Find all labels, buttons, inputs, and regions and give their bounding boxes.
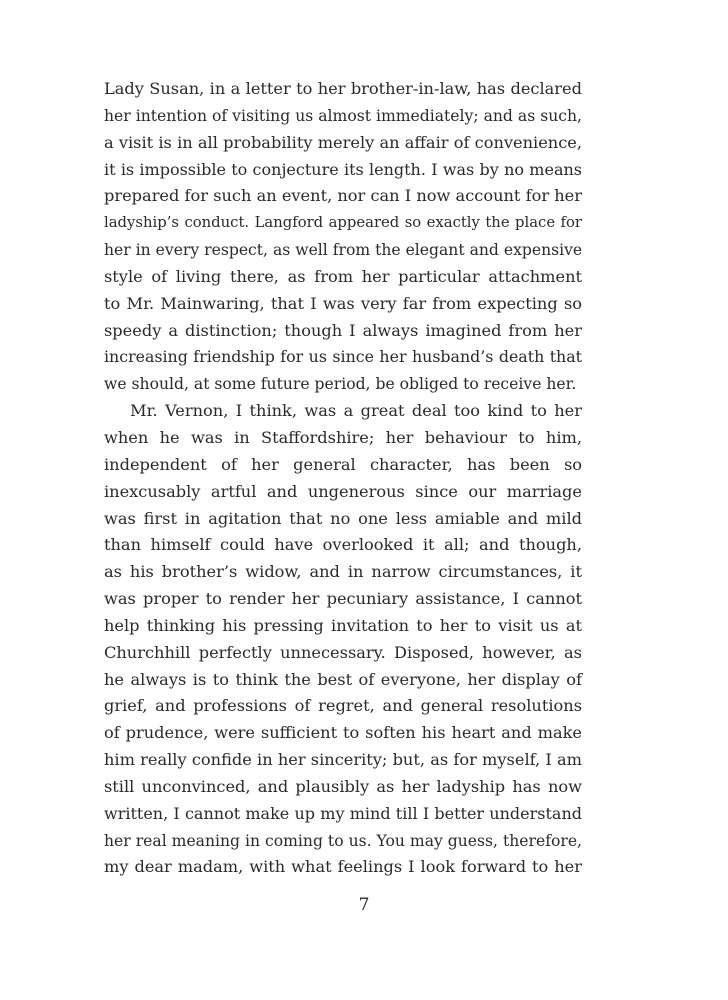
paragraph-2-line: grief, and professions of regret, and general resolutions bbox=[104, 696, 582, 716]
paragraph-2-line: independent of her general character, has been so bbox=[104, 454, 582, 474]
paragraph-2-line: was first in agitation that no one less amiable and mild bbox=[104, 508, 582, 528]
paragraph-2-line: him really confide in her sincerity; but, as for myself, I am bbox=[104, 750, 582, 770]
paragraph-1-line: her in every respect, as well from the elegant and expensive bbox=[104, 241, 583, 260]
paragraph-2-line: inexcusably artful and ungenerous since our marriage bbox=[104, 481, 582, 501]
paragraph-2-line: Mr. Vernon, I think, was a great deal too kind to her bbox=[130, 401, 582, 421]
paragraph-1-line: increasing friendship for us since her husband’s death that bbox=[104, 347, 582, 367]
page-number: 7 bbox=[358, 895, 370, 915]
paragraph-1-line: we should, at some future period, be obliged to receive her. bbox=[104, 375, 577, 394]
paragraph-2-line: when he was in Staffordshire; her behaviour to him, bbox=[104, 427, 582, 447]
paragraph-2-line: still unconvinced, and plausibly as her ladyship has now bbox=[104, 776, 582, 796]
paragraph-1-line: her intention of visiting us almost immediately; and as such, bbox=[104, 106, 582, 125]
paragraph-1-line: Lady Susan, in a letter to her brother-in-law, has declared bbox=[104, 79, 582, 98]
paragraph-1-line: prepared for such an event, nor can I now account for her bbox=[104, 186, 582, 206]
paragraph-2-line: he always is to think the best of everyone, her display of bbox=[104, 669, 582, 689]
paragraph-2-line: of prudence, were sufficient to soften his heart and make bbox=[104, 723, 582, 743]
paragraph-2-line: Churchhill perfectly unnecessary. Disposed, however, as bbox=[104, 642, 582, 662]
paragraph-1-line: it is impossible to conjecture its length. I was by no means bbox=[104, 159, 582, 179]
paragraph-2-line: than himself could have overlooked it all; and though, bbox=[104, 535, 582, 555]
paragraph-2-line: written, I cannot make up my mind till I better understand bbox=[104, 803, 582, 823]
paragraph-2-line: help thinking his pressing invitation to her to visit us at bbox=[104, 615, 582, 635]
paragraph-1-line: speedy a distinction; though I always imagined from her bbox=[104, 320, 582, 340]
paragraph-1-line: to Mr. Mainwaring, that I was very far from expecting so bbox=[104, 293, 582, 313]
paragraph-2-line: as his brother’s widow, and in narrow circumstances, it bbox=[104, 562, 582, 582]
paragraph-2-line: was proper to render her pecuniary assistance, I cannot bbox=[104, 589, 582, 609]
body-text bbox=[104, 76, 582, 881]
paragraph-1-line: style of living there, as from her particular attachment bbox=[104, 266, 582, 286]
paragraph-2-line: her real meaning in coming to us. You may guess, therefore, bbox=[104, 831, 582, 850]
paragraph-1-line: ladyship’s conduct. Langford appeared so exactly the place for bbox=[104, 214, 582, 232]
paragraph-1-line: a visit is in all probability merely an affair of convenience, bbox=[104, 132, 582, 152]
paragraph-2-line: my dear madam, with what feelings I look forward to her bbox=[104, 857, 582, 877]
